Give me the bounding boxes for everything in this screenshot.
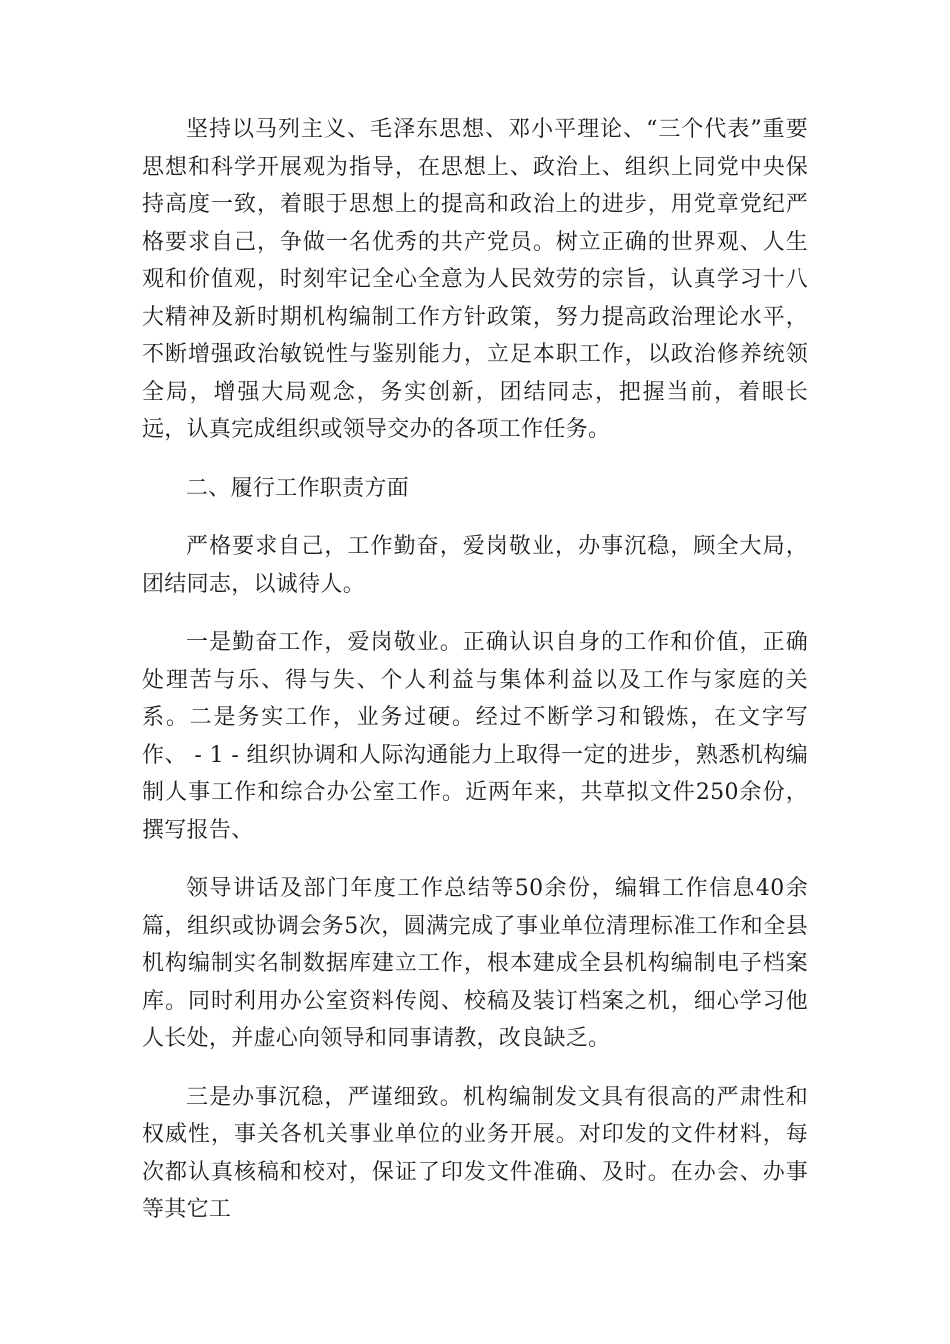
document-body — [142, 111, 808, 1250]
paragraph-leadership-speeches: 领导讲话及部门年度工作总结等50余份，编辑工作信息40余篇，组织或协调会务5次，圆满完成了事业单位清理标准工作和全县机构编制实名制数据库建立工作，根本建成全县机构编制电子档案库。同时利用办公室资料传阅、校稿及装订档案之机，细心学习他人长处，并虚心向领导和同事请教，改良缺乏。 — [142, 876, 808, 1051]
paragraph-strict-requirements: 严格要求自己，工作勤奋，爱岗敬业，办事沉稳，顾全大局，团结同志，以诚待人。 — [142, 534, 808, 597]
paragraph-diligent-work: 一是勤奋工作，爱岗敬业。正确认识自身的工作和价值，正确处理苦与乐、得与失、个人利益与集体利益以及工作与家庭的关系。二是务实工作，业务过硬。经过不断学习和锻炼，在文字写作、 - 1 - 组织协调和人际沟通能力上取得一定的进步，熟悉机构编制人事工作和综合办公室工作。近两年来，共草拟文件250余份，撰写报告、 — [142, 630, 808, 843]
section-heading-duties: 二、履行工作职责方面 — [186, 475, 410, 501]
paragraph-steady-meticulous: 三是办事沉稳，严谨细致。机构编制发文具有很高的严肃性和权威性，事关各机关事业单位的业务开展。对印发的文件材料，每次都认真核稿和校对，保证了印发文件准确、及时。在办会、办事等其它工 — [142, 1084, 808, 1222]
paragraph-political-thought: 坚持以马列主义、毛泽东思想、邓小平理论、“三个代表”重要思想和科学开展观为指导，在思想上、政治上、组织上同党中央保持高度一致，着眼于思想上的提高和政治上的进步，用党章党纪严格要求自己，争做一名优秀的共产党员。树立正确的世界观、人生观和价值观，时刻牢记全心全意为人民效劳的宗旨，认真学习十八大精神及新时期机构编制工作方针政策，努力提高政治理论水平，不断增强政治敏锐性与鉴别能力，立足本职工作，以政治修养统领全局，增强大局观念，务实创新，团结同志，把握当前，着眼长远，认真完成组织或领导交办的各项工作任务。 — [142, 117, 808, 442]
